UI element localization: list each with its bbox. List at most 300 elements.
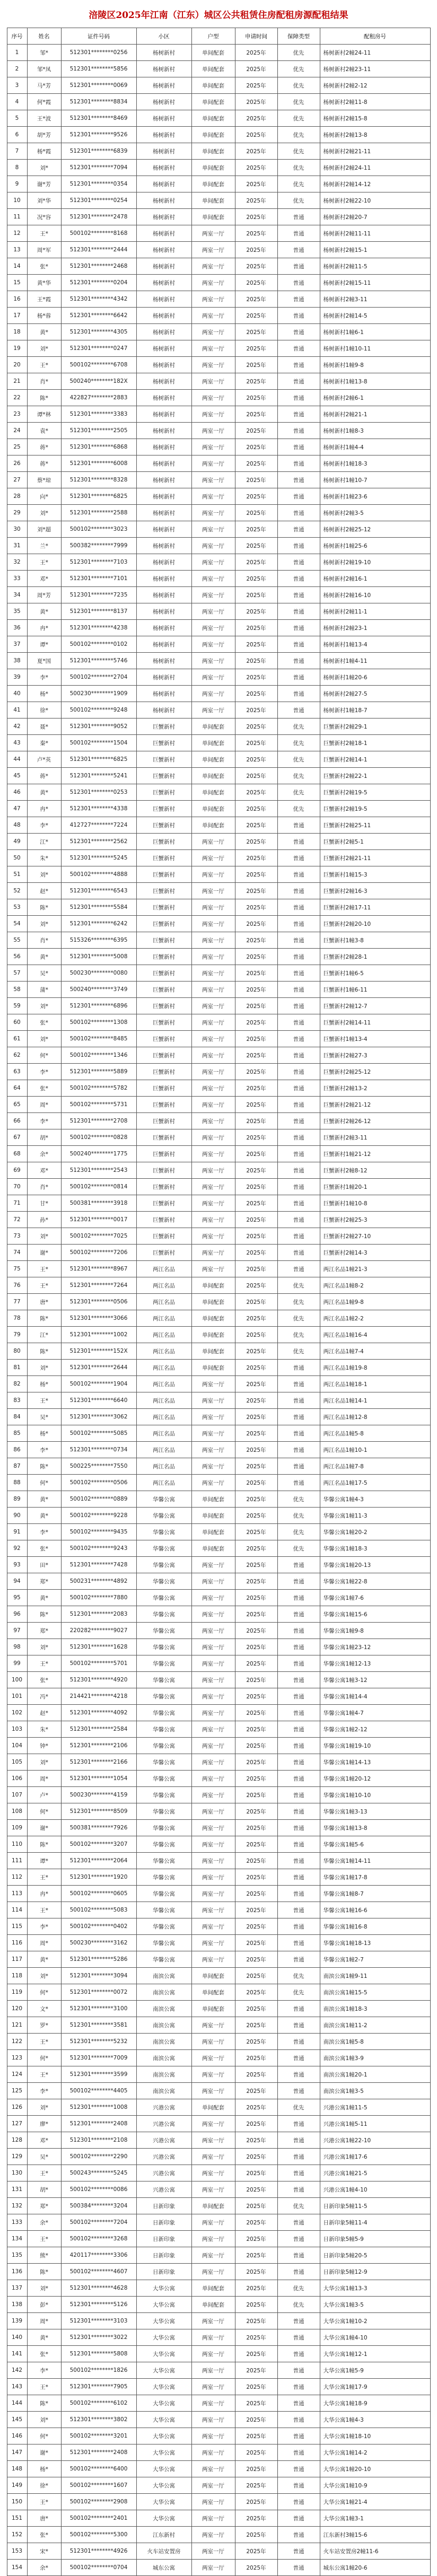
col-community-cell: 华馨公寓 (136, 1573, 191, 1590)
col-id-number-cell: 512301********5746 (61, 653, 136, 669)
col-room-number-cell: 华馨公寓1幢13-8 (320, 1820, 430, 1836)
col-name-cell: 谭* (27, 636, 61, 653)
col-community-cell: 大华公寓 (136, 2461, 191, 2477)
col-guarantee-type-cell: 优先 (277, 768, 320, 784)
col-layout-cell: 两室一厅 (191, 1820, 235, 1836)
col-room-number-cell: 巨蟹新村2幢19-5 (320, 801, 430, 817)
col-room-number-cell: 巨蟹新村2幢8-12 (320, 1162, 430, 1179)
col-index-cell: 4 (7, 94, 27, 110)
col-apply-time-cell: 2025年 (235, 1179, 277, 1195)
col-id-number-cell: 500382********7999 (61, 538, 136, 554)
col-guarantee-type-cell: 普通 (277, 899, 320, 916)
col-name-cell: 周* (27, 2313, 61, 2329)
table-row (7, 1212, 430, 1228)
col-id-number-cell: 512301********7905 (61, 2379, 136, 2395)
col-name-cell: 聂* (27, 719, 61, 735)
col-guarantee-type-cell: 普通 (277, 1162, 320, 1179)
table-row (7, 538, 430, 554)
col-guarantee-type-cell: 普通 (277, 1557, 320, 1573)
col-room-number-cell: 杨树新村1幢4-11 (320, 653, 430, 669)
table-row (7, 2297, 430, 2313)
col-layout-header: 户型 (191, 28, 235, 45)
col-guarantee-type-cell: 优先 (277, 784, 320, 801)
col-index-cell: 5 (7, 110, 27, 127)
col-name-cell: 唐* (27, 1294, 61, 1310)
col-room-number-cell: 两江名品1幢7-8 (320, 1458, 430, 1475)
col-community-cell: 巨蟹新村 (136, 850, 191, 866)
col-id-number-cell: 500243********5245 (61, 2165, 136, 2181)
col-id-number-cell: 512301********6896 (61, 998, 136, 1014)
col-guarantee-type-cell: 普通 (277, 2034, 320, 2050)
col-apply-time-cell: 2025年 (235, 801, 277, 817)
col-layout-cell: 两室一厅 (191, 1623, 235, 1639)
col-room-number-cell: 杨树新村2幢23-1 (320, 620, 430, 636)
col-index-cell: 39 (7, 669, 27, 686)
col-community-cell: 杨树新村 (136, 291, 191, 308)
col-id-number-cell: 500102********1346 (61, 1047, 136, 1064)
col-apply-time-cell: 2025年 (235, 2494, 277, 2510)
table-row (7, 1869, 430, 1886)
col-apply-time-cell: 2025年 (235, 2247, 277, 2264)
table-row (7, 2050, 430, 2066)
table-row (7, 1360, 430, 1376)
col-name-cell: 何*霞 (27, 94, 61, 110)
col-community-cell: 杨树新村 (136, 242, 191, 258)
col-community-cell: 杨树新村 (136, 686, 191, 702)
col-room-number-cell: 巨蟹新村1幢3-8 (320, 932, 430, 949)
col-id-number-cell: 512301********4920 (61, 1672, 136, 1688)
col-community-cell: 杨树新村 (136, 308, 191, 324)
col-layout-cell: 两室一厅 (191, 538, 235, 554)
col-id-number-cell: 500102********9228 (61, 1508, 136, 1524)
table-row (7, 1228, 430, 1245)
col-index-cell: 73 (7, 1228, 27, 1245)
col-apply-time-cell: 2025年 (235, 2362, 277, 2379)
col-room-number-cell: 两江名品1幢21-3 (320, 1261, 430, 1277)
col-community-cell: 华馨公寓 (136, 1886, 191, 1902)
col-name-cell: 王*波 (27, 110, 61, 127)
col-layout-cell: 两室一厅 (191, 2034, 235, 2050)
col-guarantee-type-cell: 普通 (277, 932, 320, 949)
col-apply-time-cell: 2025年 (235, 1228, 277, 1245)
col-guarantee-type-cell: 普通 (277, 1113, 320, 1129)
col-id-number-cell: 500381********3918 (61, 1195, 136, 1212)
col-layout-cell: 单间配套 (191, 1343, 235, 1360)
col-guarantee-type-cell: 优先 (277, 45, 320, 61)
col-layout-cell: 两室一厅 (191, 2247, 235, 2264)
col-guarantee-type-cell: 普通 (277, 472, 320, 488)
col-apply-time-cell: 2025年 (235, 2412, 277, 2428)
col-apply-time-cell: 2025年 (235, 2017, 277, 2034)
col-room-number-cell: 杨树新村2幢16-1 (320, 571, 430, 587)
col-community-cell: 杨树新村 (136, 275, 191, 291)
table-row (7, 1195, 430, 1212)
col-name-cell: 周* (27, 1771, 61, 1787)
col-community-cell: 杨树新村 (136, 357, 191, 373)
col-name-cell: 张* (27, 1540, 61, 1557)
col-name-cell: 蒋* (27, 455, 61, 472)
col-apply-time-cell: 2025年 (235, 1097, 277, 1113)
col-name-cell: 吴* (27, 2149, 61, 2165)
col-community-cell: 两江名品 (136, 1343, 191, 1360)
table-row (7, 1031, 430, 1047)
col-community-cell: 日新印象 (136, 2247, 191, 2264)
col-index-cell: 25 (7, 439, 27, 455)
col-room-number-cell: 华馨公寓1幢4-3 (320, 1491, 430, 1508)
col-name-cell: 王* (27, 1869, 61, 1886)
col-room-number-cell: 大华公寓1幢4-3 (320, 2412, 430, 2428)
col-name-cell: 向* (27, 488, 61, 505)
col-community-cell: 大华公寓 (136, 2412, 191, 2428)
col-index-cell: 2 (7, 61, 27, 77)
col-room-number-cell: 巨蟹新村2幢22-1 (320, 768, 430, 784)
col-index-cell: 143 (7, 2379, 27, 2395)
col-apply-time-cell: 2025年 (235, 1771, 277, 1787)
col-apply-time-cell: 2025年 (235, 899, 277, 916)
col-index-cell: 12 (7, 225, 27, 242)
table-row (7, 1343, 430, 1360)
col-community-cell: 大华公寓 (136, 2379, 191, 2395)
col-id-number-cell: 512301********3100 (61, 2001, 136, 2017)
col-guarantee-type-cell: 优先 (277, 1524, 320, 1540)
col-index-cell: 141 (7, 2346, 27, 2362)
col-room-number-cell: 巨蟹新村1幢6-5 (320, 965, 430, 982)
col-room-number-cell: 华馨公寓1幢20-13 (320, 1557, 430, 1573)
col-layout-cell: 单间配套 (191, 77, 235, 94)
col-layout-cell: 单间配套 (191, 127, 235, 143)
col-community-cell: 杨树新村 (136, 324, 191, 340)
col-room-number-cell: 华馨公寓1幢20-2 (320, 1524, 430, 1540)
col-index-cell: 27 (7, 472, 27, 488)
col-apply-time-cell: 2025年 (235, 1918, 277, 1935)
col-layout-cell: 单间配套 (191, 143, 235, 160)
col-apply-time-cell: 2025年 (235, 1261, 277, 1277)
col-id-number-cell: 500240********1775 (61, 1146, 136, 1162)
col-guarantee-type-cell: 普通 (277, 669, 320, 686)
col-guarantee-type-cell: 普通 (277, 866, 320, 883)
table-row (7, 1771, 430, 1787)
col-room-number-cell: 大华公寓1幢12-1 (320, 2346, 430, 2362)
allocation-table (7, 28, 431, 2576)
col-guarantee-type-cell: 普通 (277, 1803, 320, 1820)
col-guarantee-type-cell: 普通 (277, 2477, 320, 2494)
col-index-cell: 89 (7, 1491, 27, 1508)
col-index-cell: 82 (7, 1376, 27, 1392)
col-name-cell: 谢* (27, 1820, 61, 1836)
table-row (7, 406, 430, 423)
col-layout-cell: 两室一厅 (191, 2428, 235, 2444)
col-guarantee-type-cell: 普通 (277, 603, 320, 620)
table-row (7, 1951, 430, 1968)
col-layout-cell: 两室一厅 (191, 1738, 235, 1754)
col-id-number-cell: 512301********2083 (61, 1606, 136, 1623)
col-room-number-cell: 华馨公寓1幢3-13 (320, 1803, 430, 1820)
col-index-cell: 118 (7, 1968, 27, 1984)
table-row (7, 2527, 430, 2543)
col-guarantee-type-cell: 普通 (277, 488, 320, 505)
col-room-number-cell: 杨树新村2幢20-7 (320, 209, 430, 225)
col-apply-time-cell: 2025年 (235, 2231, 277, 2247)
col-community-cell: 杨树新村 (136, 406, 191, 423)
col-room-number-cell: 大华公寓1幢18-9 (320, 2395, 430, 2412)
col-guarantee-type-cell: 普通 (277, 455, 320, 472)
col-apply-time-cell: 2025年 (235, 932, 277, 949)
col-id-number-cell: 512301********0254 (61, 192, 136, 209)
col-layout-cell: 单间配套 (191, 61, 235, 77)
col-id-number-cell: 500102********7206 (61, 1245, 136, 1261)
col-apply-time-cell: 2025年 (235, 538, 277, 554)
col-id-number-cell: 512301********2543 (61, 1162, 136, 1179)
col-id-number-cell: 500230********0080 (61, 965, 136, 982)
table-row (7, 1803, 430, 1820)
col-apply-time-cell: 2025年 (235, 834, 277, 850)
col-index-cell: 72 (7, 1212, 27, 1228)
col-community-cell: 大华公寓 (136, 2297, 191, 2313)
col-community-cell: 华馨公寓 (136, 1721, 191, 1738)
table-row (7, 1573, 430, 1590)
col-name-cell: 陈* (27, 1458, 61, 1475)
col-guarantee-type-cell: 优先 (277, 1491, 320, 1508)
table-row (7, 2165, 430, 2181)
col-index-cell: 107 (7, 1787, 27, 1803)
col-id-number-cell: 500240********3749 (61, 982, 136, 998)
col-layout-cell: 两室一厅 (191, 2181, 235, 2198)
table-row (7, 801, 430, 817)
col-index-cell: 131 (7, 2181, 27, 2198)
col-guarantee-type-cell: 优先 (277, 77, 320, 94)
col-layout-cell: 两室一厅 (191, 1836, 235, 1853)
col-room-number-cell: 杨树新村2幢19-10 (320, 554, 430, 571)
col-community-cell: 杨树新村 (136, 390, 191, 406)
col-id-number-cell: 500102********3023 (61, 521, 136, 538)
col-apply-time-cell: 2025年 (235, 1129, 277, 1146)
col-name-cell: 刘* (27, 2280, 61, 2297)
col-guarantee-type-cell: 普通 (277, 1886, 320, 1902)
col-name-cell: 黄* (27, 603, 61, 620)
col-guarantee-type-cell: 普通 (277, 1721, 320, 1738)
col-room-number-cell: 华馨公寓1幢23-12 (320, 1639, 430, 1655)
col-guarantee-type-cell: 普通 (277, 2247, 320, 2264)
col-community-cell: 巨蟹新村 (136, 784, 191, 801)
col-guarantee-type-cell: 优先 (277, 192, 320, 209)
table-row (7, 1557, 430, 1573)
col-id-number-cell: 500102********0605 (61, 1886, 136, 1902)
col-guarantee-type-cell: 普通 (277, 2181, 320, 2198)
col-apply-time-cell: 2025年 (235, 1031, 277, 1047)
col-layout-cell: 两室一厅 (191, 2116, 235, 2132)
col-community-cell: 杨树新村 (136, 209, 191, 225)
col-guarantee-type-cell: 普通 (277, 1688, 320, 1705)
col-index-cell: 24 (7, 423, 27, 439)
table-row (7, 1688, 430, 1705)
col-apply-time-cell: 2025年 (235, 2116, 277, 2132)
col-id-number-cell: 500102********1607 (61, 2477, 136, 2494)
table-row (7, 1754, 430, 1771)
col-community-cell: 巨蟹新村 (136, 916, 191, 932)
col-guarantee-type-cell: 优先 (277, 1540, 320, 1557)
table-row (7, 1902, 430, 1918)
col-guarantee-type-cell: 普通 (277, 1014, 320, 1031)
col-layout-cell: 两室一厅 (191, 1886, 235, 1902)
col-room-number-cell: 大华公寓1幢3-1 (320, 2510, 430, 2527)
table-row (7, 1623, 430, 1639)
col-community-cell: 巨蟹新村 (136, 1146, 191, 1162)
table-row (7, 2264, 430, 2280)
col-apply-time-cell: 2025年 (235, 1590, 277, 1606)
table-row (7, 1179, 430, 1195)
col-room-number-cell: 杨树新村2幢15-11 (320, 275, 430, 291)
table-row (7, 1853, 430, 1869)
table-row (7, 1392, 430, 1409)
col-index-cell: 59 (7, 998, 27, 1014)
table-row (7, 45, 430, 61)
col-community-cell: 巨蟹新村 (136, 1014, 191, 1031)
col-room-number-cell: 南滨公寓1幢5-8 (320, 2034, 430, 2050)
col-layout-cell: 两室一厅 (191, 2066, 235, 2083)
col-name-cell: 陈* (27, 2395, 61, 2412)
table-row (7, 1245, 430, 1261)
col-name-cell: 吴* (27, 965, 61, 982)
col-community-cell: 大华公寓 (136, 2510, 191, 2527)
col-layout-cell: 两室一厅 (191, 423, 235, 439)
col-name-cell: 张* (27, 1014, 61, 1031)
table-row (7, 1129, 430, 1146)
col-layout-cell: 两室一厅 (191, 357, 235, 373)
col-community-cell: 杨树新村 (136, 488, 191, 505)
col-id-number-cell: 500102********5782 (61, 1080, 136, 1097)
col-layout-cell: 两室一厅 (191, 2560, 235, 2576)
col-apply-time-cell: 2025年 (235, 1968, 277, 1984)
col-id-number-cell: 500102********0102 (61, 636, 136, 653)
col-guarantee-type-cell: 普通 (277, 1820, 320, 1836)
col-name-cell: 蒋* (27, 768, 61, 784)
col-name-cell: 李* (27, 817, 61, 834)
col-id-number-cell: 512301********8137 (61, 603, 136, 620)
col-index-cell: 119 (7, 1984, 27, 2001)
col-name-cell: 肖* (27, 1179, 61, 1195)
col-apply-time-cell: 2025年 (235, 1245, 277, 1261)
col-name-cell: 黄* (27, 1951, 61, 1968)
col-community-cell: 杨树新村 (136, 472, 191, 488)
col-apply-time-cell: 2025年 (235, 1886, 277, 1902)
col-room-number-cell: 南滨公寓1幢15-5 (320, 1984, 430, 2001)
col-room-number-cell: 巨蟹新村2幢21-11 (320, 850, 430, 866)
col-name-cell: 熊* (27, 2247, 61, 2264)
table-row (7, 2395, 430, 2412)
col-guarantee-type-cell: 普通 (277, 2066, 320, 2083)
col-room-number-cell: 华馨公寓1幢2-7 (320, 1951, 430, 1968)
col-layout-cell: 两室一厅 (191, 702, 235, 719)
col-id-number-cell: 500102********9435 (61, 1524, 136, 1540)
col-room-number-cell: 杨树新村2幢11-11 (320, 225, 430, 242)
col-guarantee-type-cell: 优先 (277, 2297, 320, 2313)
col-community-cell: 杨树新村 (136, 653, 191, 669)
col-guarantee-type-cell: 优先 (277, 2280, 320, 2297)
col-apply-time-cell: 2025年 (235, 2477, 277, 2494)
col-guarantee-type-cell: 普通 (277, 521, 320, 538)
col-index-cell: 63 (7, 1064, 27, 1080)
col-guarantee-type-cell: 普通 (277, 2395, 320, 2412)
col-layout-cell: 单间配套 (191, 817, 235, 834)
col-apply-time-cell: 2025年 (235, 1935, 277, 1951)
col-id-number-cell: 500230********3162 (61, 1935, 136, 1951)
col-guarantee-type-cell: 普通 (277, 1425, 320, 1442)
col-name-cell: 胡* (27, 1129, 61, 1146)
col-guarantee-type-cell: 普通 (277, 406, 320, 423)
col-apply-time-cell: 2025年 (235, 472, 277, 488)
col-layout-cell: 两室一厅 (191, 1458, 235, 1475)
col-room-number-cell: 江东新村3幢15-6 (320, 2527, 430, 2543)
col-room-number-cell: 巨蟹新村2幢28-1 (320, 949, 430, 965)
col-index-cell: 98 (7, 1639, 27, 1655)
col-guarantee-type-cell: 优先 (277, 110, 320, 127)
col-community-cell: 华馨公寓 (136, 1688, 191, 1705)
table-row (7, 1590, 430, 1606)
col-room-number-cell: 两江名品1幢10-1 (320, 1442, 430, 1458)
col-index-cell: 136 (7, 2264, 27, 2280)
table-row (7, 225, 430, 242)
col-name-cell: 余* (27, 2214, 61, 2231)
table-row (7, 209, 430, 225)
col-apply-time-cell: 2025年 (235, 77, 277, 94)
col-room-number-cell: 两江名品1幢9-8 (320, 1294, 430, 1310)
col-apply-time-cell: 2025年 (235, 1951, 277, 1968)
col-name-cell: 刘* (27, 340, 61, 357)
table-row (7, 768, 430, 784)
col-name-cell: 郑* (27, 2198, 61, 2214)
col-id-number-cell: 515326********6395 (61, 932, 136, 949)
col-apply-time-cell: 2025年 (235, 1442, 277, 1458)
col-community-cell: 华馨公寓 (136, 1935, 191, 1951)
col-index-cell: 21 (7, 373, 27, 390)
col-index-cell: 150 (7, 2494, 27, 2510)
col-community-cell: 杨树新村 (136, 505, 191, 521)
table-row (7, 1918, 430, 1935)
col-apply-time-cell: 2025年 (235, 1836, 277, 1853)
col-room-number-cell: 杨树新村1幢4-4 (320, 439, 430, 455)
col-community-cell: 大华公寓 (136, 2395, 191, 2412)
col-name-cell: 冉* (27, 620, 61, 636)
col-index-cell: 94 (7, 1573, 27, 1590)
col-apply-time-cell: 2025年 (235, 883, 277, 899)
col-apply-time-cell: 2025年 (235, 1803, 277, 1820)
col-name-cell: 王* (27, 2034, 61, 2050)
col-apply-time-cell: 2025年 (235, 2379, 277, 2395)
col-index-cell: 42 (7, 719, 27, 735)
col-layout-cell: 两室一厅 (191, 488, 235, 505)
col-index-cell: 20 (7, 357, 27, 373)
col-apply-time-cell: 2025年 (235, 2214, 277, 2231)
col-layout-cell: 两室一厅 (191, 998, 235, 1014)
col-layout-cell: 单间配套 (191, 801, 235, 817)
col-apply-time-cell: 2025年 (235, 1853, 277, 1869)
col-guarantee-type-cell: 优先 (277, 143, 320, 160)
col-id-number-cell: 500230********1909 (61, 686, 136, 702)
col-name-cell: 朱* (27, 1721, 61, 1738)
table-row (7, 77, 430, 94)
col-apply-time-cell: 2025年 (235, 340, 277, 357)
table-row (7, 2510, 430, 2527)
col-apply-time-cell: 2025年 (235, 258, 277, 275)
col-index-cell: 120 (7, 2001, 27, 2017)
col-community-cell: 杨树新村 (136, 439, 191, 455)
col-name-cell: 黄* (27, 1491, 61, 1508)
table-row (7, 587, 430, 603)
col-guarantee-type-cell: 普通 (277, 308, 320, 324)
col-layout-cell: 两室一厅 (191, 916, 235, 932)
col-apply-time-cell: 2025年 (235, 406, 277, 423)
col-layout-cell: 单间配套 (191, 1310, 235, 1327)
